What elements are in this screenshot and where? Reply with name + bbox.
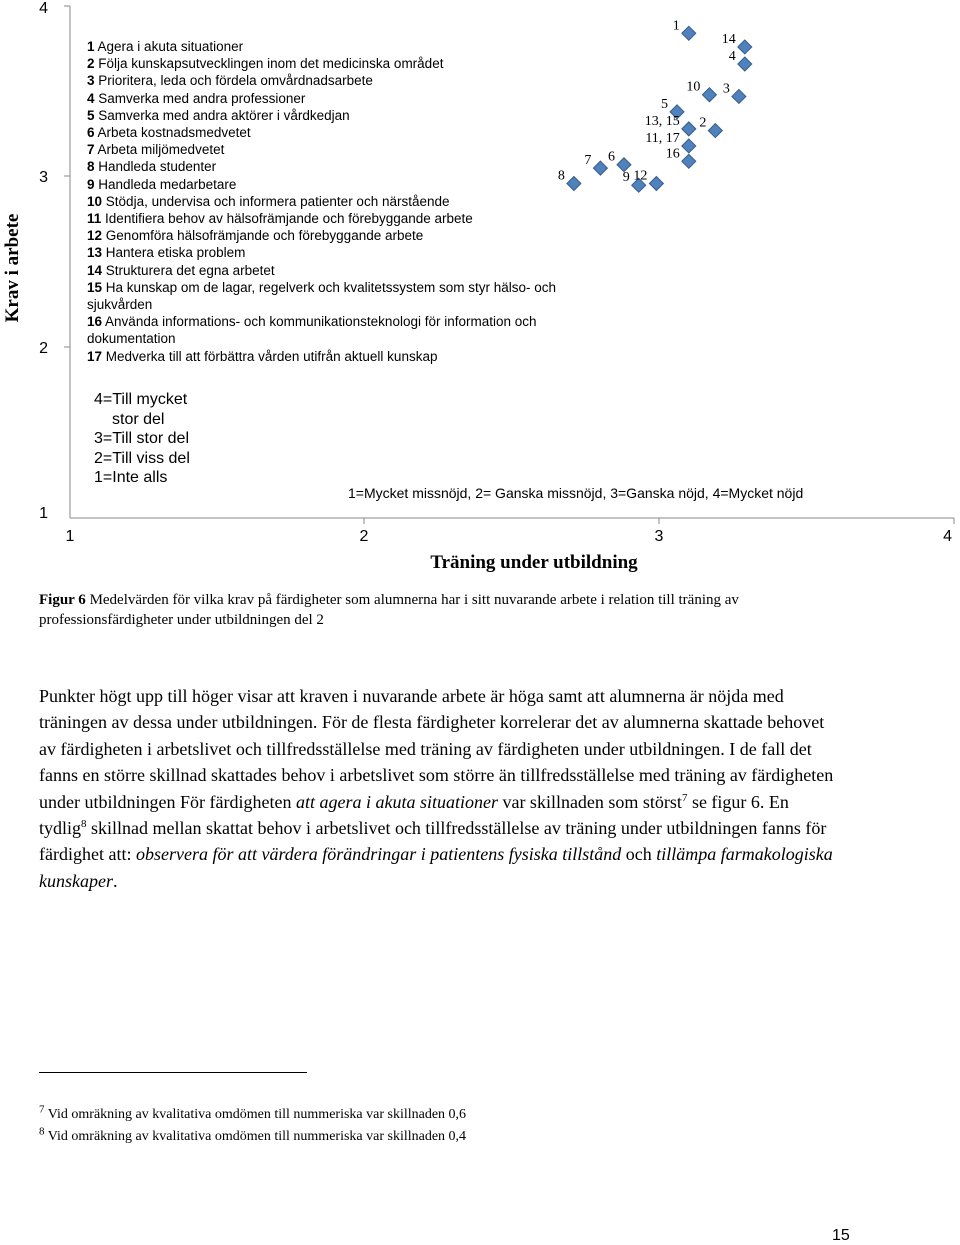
point-label: 4 <box>728 49 736 65</box>
legend-item <box>87 90 567 107</box>
point-label: 12 <box>633 168 648 184</box>
x-tick-label: 2 <box>359 528 369 545</box>
point-label: 3 <box>722 81 730 97</box>
legend-item-text: Medverka till att förbättra vården utifrån aktuell kunskap <box>105 348 438 364</box>
legend-item-text: Identifiera behov av hälsofrämjande och förebyggande arbete <box>105 211 473 227</box>
legend-item-number: 5 <box>87 107 95 123</box>
data-point <box>608 150 631 172</box>
legend-item-text: Hantera etiska problem <box>105 245 246 261</box>
footnote-text: Vid omräkning av kvalitativa omdömen till nummeriska var skillnaden 0,4 <box>44 1129 467 1144</box>
footnote-number: 8 <box>39 1125 45 1138</box>
legend-item-text: Arbeta kostnadsmedvetet <box>97 125 251 141</box>
legend-item <box>87 348 567 365</box>
legend-item <box>87 55 567 72</box>
legend-item-number: 1 <box>87 39 95 54</box>
legend-item <box>87 158 567 175</box>
point-marker <box>682 26 696 40</box>
point-label: 10 <box>686 79 701 95</box>
footnote-separator <box>39 1072 307 1073</box>
data-point <box>673 18 696 40</box>
legend-item <box>87 244 567 261</box>
point-label: 7 <box>584 153 592 169</box>
footnote-text: Vid omräkning av kvalitativa omdömen till nummeriska var skillnaden 0,6 <box>44 1107 467 1122</box>
text-run: och <box>621 844 657 865</box>
legend-item-text: Handleda studenter <box>98 159 217 175</box>
x-axis-title: Träning under utbildning <box>430 552 638 573</box>
legend-item-number: 13 <box>87 245 103 261</box>
legend-item-text: Ha kunskap om de lagar, regelverk och kvalitetssystem som styr hälso- och sjukvården <box>87 279 556 313</box>
legend-item-number: 14 <box>87 262 103 278</box>
legend-item-text: Använda informations- och kommunikationsteknologi för information och dokumentation <box>87 314 537 347</box>
legend-item-number: 6 <box>87 125 95 141</box>
legend-item-number: 4 <box>87 90 95 106</box>
legend-item-text: Stödja, undervisa och informera patienter och närstående <box>105 193 450 209</box>
legend-item-text: Arbeta miljömedvetet <box>97 142 225 158</box>
point-label: 13, 15 <box>644 113 680 129</box>
point-label: 14 <box>721 31 736 47</box>
y-tick-label: 3 <box>39 169 48 186</box>
legend-item <box>87 72 567 89</box>
y-scale-key-line: 2=Till viss del <box>94 449 190 467</box>
footnote-ref: 7 <box>681 791 688 804</box>
body-paragraph <box>39 683 839 894</box>
legend-item-number: 16 <box>87 314 103 330</box>
figure-caption-label: Figur 6 <box>39 592 86 608</box>
italic-run: tillämpa farmakologiska kunskaper <box>39 844 833 891</box>
point-label: 16 <box>665 146 680 162</box>
y-tick-label: 4 <box>39 0 48 17</box>
data-point <box>584 153 607 175</box>
italic-run: observera för att värdera förändringar i patientens fysiska tillstånd <box>135 844 622 865</box>
text-run: var skillnaden som störst <box>497 791 682 812</box>
legend-item-number: 2 <box>87 56 95 72</box>
legend-item-number: 10 <box>87 193 103 209</box>
data-points <box>558 18 752 192</box>
legend-item <box>87 313 567 347</box>
text-run: . <box>112 870 118 891</box>
point-marker <box>649 176 663 190</box>
point-label: 9 <box>622 170 630 186</box>
legend-item-text: Prioritera, leda och fördela omvårdnadsarbete <box>98 73 373 89</box>
point-marker <box>593 161 607 175</box>
legend-item-number: 9 <box>87 176 95 192</box>
legend-item-text: Agera i akuta situationer <box>97 39 244 54</box>
legend-item-number: 15 <box>87 279 103 295</box>
skill-legend <box>87 38 567 365</box>
y-tick-label: 1 <box>39 505 48 522</box>
text-run: se figur 6. En tydlig <box>39 791 789 839</box>
legend-item-text: Handleda medarbetare <box>98 176 237 192</box>
data-point <box>723 81 746 103</box>
legend-item-text: Samverka med andra professioner <box>98 90 306 106</box>
legend-item-text: Genomföra hälsofrämjande och förebyggande arbete <box>105 228 424 244</box>
figure-caption <box>39 591 839 630</box>
point-marker <box>682 154 696 168</box>
point-label: 6 <box>607 149 615 165</box>
point-label: 1 <box>672 18 680 34</box>
point-marker <box>732 89 746 103</box>
text-run: skillnad mellan skattat behov i arbetslivet och tillfredsställelse av träning under utbildningen fanns för färdighet att: <box>39 818 827 865</box>
point-label: 2 <box>699 115 707 131</box>
point-marker <box>567 176 581 190</box>
y-axis-title: Krav i arbete <box>2 213 23 323</box>
legend-item <box>87 124 567 141</box>
legend-item-text: Strukturera det egna arbetet <box>105 262 275 278</box>
figure-caption-text: Medelvärden för vilka krav på färdigheter som alumnerna har i sitt nuvarande arbete i relation till träning av professionsfärdigheter under utbildningen del 2 <box>39 592 739 628</box>
y-scale-key-line: 4=Till mycket <box>94 391 188 408</box>
footnote-ref: 8 <box>81 818 87 831</box>
text-run: Punkter högt upp till höger visar att kraven i nuvarande arbete är höga samt att alumnerna är nöjda med träningen av dessa under utbildningen. För de flesta färdigheter korrelerar det av alumnerna skattade behovet av färdigheten i arbetslivet och tillfredsställelse med träning av färdigheten under utbildningen. I de fall det fanns en större skillnad skattades behov i arbetslivet som större än tillfredsställelse med träning av färdigheten under utbildningen För färdigheten <box>39 686 834 812</box>
legend-item <box>87 38 567 55</box>
legend-item <box>87 262 567 279</box>
legend-item-number: 11 <box>87 211 102 227</box>
footnote-number: 7 <box>39 1103 45 1116</box>
legend-item <box>87 141 567 158</box>
point-label: 5 <box>661 96 669 112</box>
data-point <box>699 116 722 138</box>
y-scale-key-line: stor del <box>112 410 165 428</box>
footnote <box>39 1103 467 1124</box>
data-point <box>729 49 752 71</box>
legend-item-number: 8 <box>87 159 95 175</box>
legend-item-number: 3 <box>87 73 95 89</box>
legend-item-text: Samverka med andra aktörer i vårdkedjan <box>98 107 350 123</box>
legend-item <box>87 107 567 124</box>
data-point <box>722 32 752 54</box>
page-number: 15 <box>832 1227 850 1244</box>
y-scale-key <box>94 390 190 488</box>
point-label: 11, 17 <box>645 130 680 146</box>
y-scale-key-line: 3=Till stor del <box>94 430 189 447</box>
x-tick-label: 4 <box>943 528 952 545</box>
y-scale-key-line: 1=Inte alls <box>94 469 168 486</box>
y-tick-label: 2 <box>39 340 48 357</box>
italic-run: att agera i akuta situationer <box>295 791 498 812</box>
legend-item <box>87 176 567 193</box>
x-tick-label: 1 <box>65 528 75 545</box>
legend-item <box>87 279 567 313</box>
data-point <box>686 80 716 102</box>
point-marker <box>702 88 716 102</box>
legend-item-number: 7 <box>87 142 95 158</box>
legend-item <box>87 210 567 227</box>
legend-item <box>87 227 567 244</box>
point-marker <box>738 40 752 54</box>
point-marker <box>738 57 752 71</box>
legend-item-number: 12 <box>87 228 103 244</box>
point-label: 8 <box>557 168 565 184</box>
legend-item-text: Följa kunskapsutvecklingen inom det medicinska området <box>98 56 444 72</box>
point-marker <box>682 139 696 153</box>
x-tick-label: 3 <box>654 528 664 545</box>
point-marker <box>708 124 722 138</box>
footnote <box>39 1125 467 1146</box>
legend-item-number: 17 <box>87 348 103 364</box>
point-marker <box>682 122 696 136</box>
legend-item <box>87 193 567 210</box>
x-scale-key: 1=Mycket missnöjd, 2= Ganska missnöjd, 3=Ganska nöjd, 4=Mycket nöjd <box>348 485 804 501</box>
